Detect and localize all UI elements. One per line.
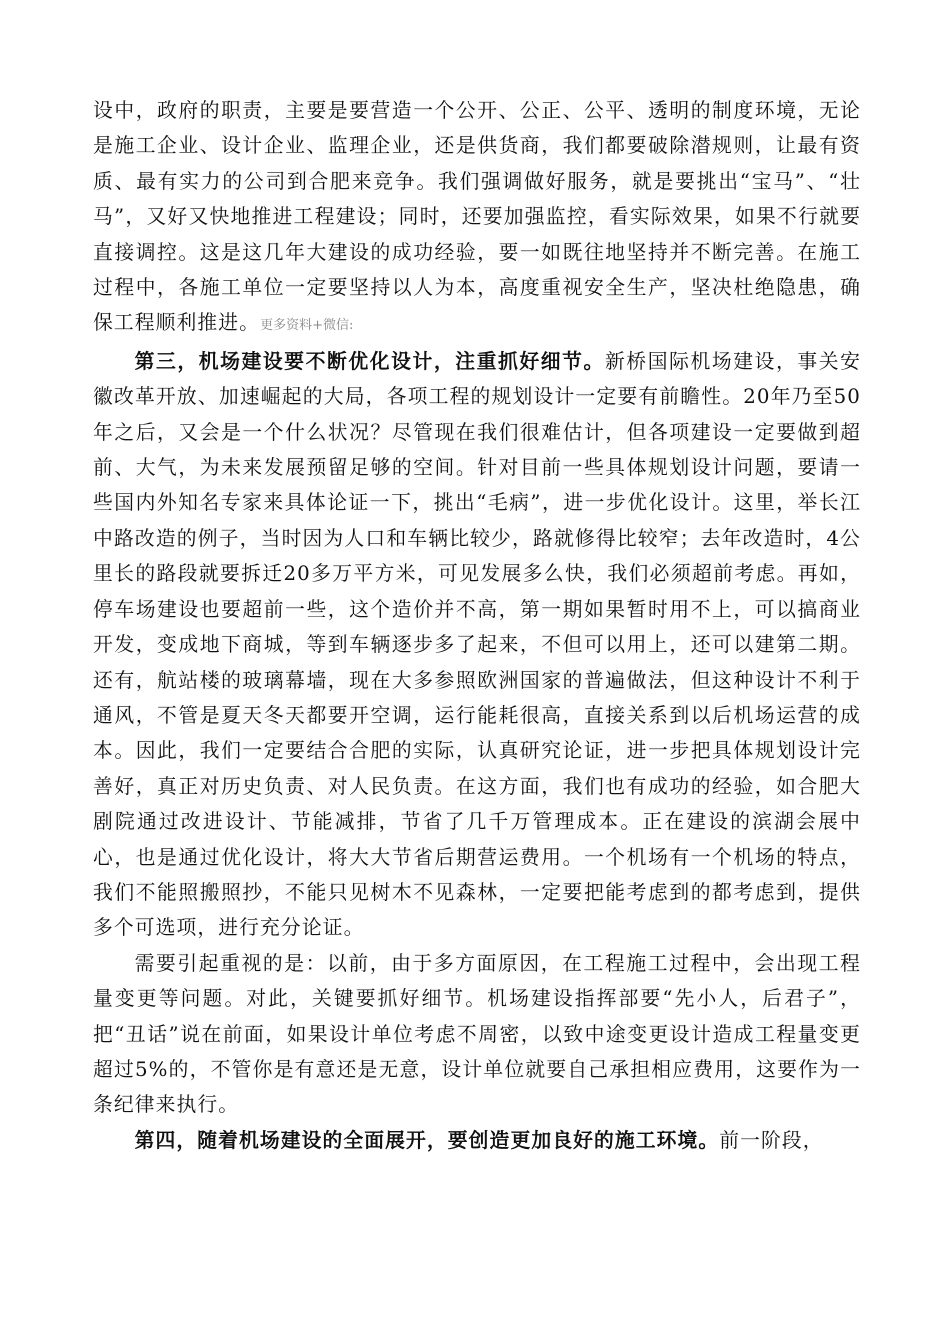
paragraph-1-text: 设中，政府的职责，主要是要营造一个公开、公正、公平、透明的制度环境，无论是施工企业、设计企业、监理企业，还是供货商，我们都要破除潜规则，让最有资质、最有实力的公司到合肥来竞争。我们强调做好服务，就是要挑出“宝马”、“壮马”，又好又快地推进工程建设；同时，还要加强监控，看实际效果，如果不行就要直接调控。这是这几年大建设的成功经验，要一如既往地坚持并不断完善。在施工过程中，各施工单位一定要坚持以人为本，高度重视安全生产，坚决杜绝隐患，确保工程顺利推进。 [93,99,861,335]
section-heading-4: 第四，随着机场建设的全面展开，要创造更加良好的施工环境。 [134,1127,720,1152]
section-heading-3: 第三，机场建设要不断优化设计，注重抓好细节。 [134,348,605,373]
paragraph-4 [93,1123,861,1158]
paragraph-4-text: 前一阶段， [719,1128,824,1152]
paragraph-3 [93,946,861,1123]
paragraph-1 [93,93,861,344]
paragraph-2-text: 新桥国际机场建设，事关安徽改革开放、加速崛起的大局，各项工程的规划设计一定要有前瞻性。20年乃至50年之后，又会是一个什么状况？尽管现在我们很难估计，但各项建设一定要做到超前、大气，为未来发展预留足够的空间。针对目前一些具体规划设计问题，要请一些国内外知名专家来具体论证一下，挑出“毛病”，进一步优化设计。这里，举长江中路改造的例子，当时因为人口和车辆比较少，路就修得比较窄；去年改造时，4公里长的路段就要拆迁20多万平方米，可见发展多么快，我们必须超前考虑。再如，停车场建设也要超前一些，这个造价并不高，第一期如果暂时用不上，可以搞商业开发，变成地下商城，等到车辆逐步多了起来，不但可以用上，还可以建第二期。还有，航站楼的玻璃幕墙，现在大多参照欧洲国家的普遍做法，但这种设计不利于通风，不管是夏天冬天都要开空调，运行能耗很高，直接关系到以后机场运营的成本。因此，我们一定要结合合肥的实际，认真研究论证，进一步把具体规划设计完善好，真正对历史负责、对人民负责。在这方面，我们也有成功的经验，如合肥大剧院通过改进设计、节能减排，节省了几千万管理成本。正在建设的滨湖会展中心，也是通过优化设计，将大大节省后期营运费用。一个机场有一个机场的特点，我们不能照搬照抄，不能只见树木不见森林，一定要把能考虑到的都考虑到，提供多个可选项，进行充分论证。 [93,349,861,940]
paragraph-2 [93,344,861,946]
contact-note: 更多资料+微信: [260,318,354,334]
document-page [93,93,861,1158]
paragraph-3-text: 需要引起重视的是：以前，由于多方面原因，在工程施工过程中，会出现工程量变更等问题。对此，关键要抓好细节。机场建设指挥部要“先小人，后君子”，把“丑话”说在前面，如果设计单位考虑不周密，以致中途变更设计造成工程量变更超过5%的，不管你是有意还是无意，设计单位就要自己承担相应费用，这要作为一条纪律来执行。 [93,951,861,1117]
